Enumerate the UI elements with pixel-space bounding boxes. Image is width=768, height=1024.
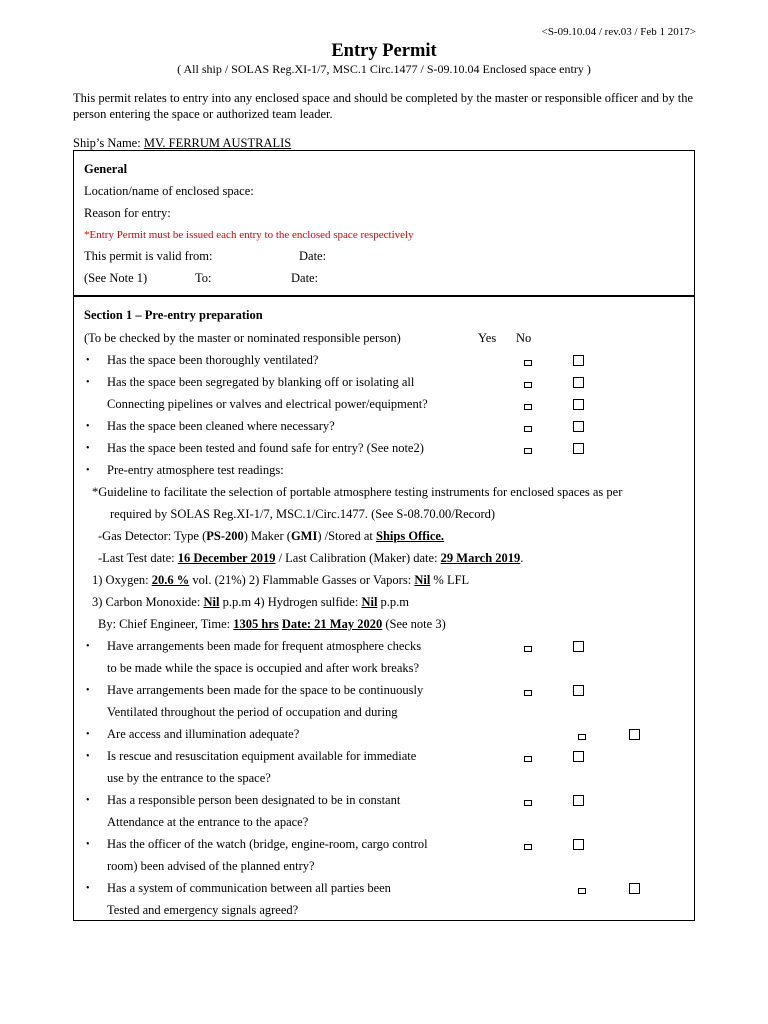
yes-checkbox-rescue[interactable] [524, 756, 532, 762]
question-atmosphere-checks-cont: to be made while the space is occupied and after work breaks? [107, 661, 420, 675]
question-tested: Has the space been tested and found safe for entry? (See note2) [107, 441, 424, 455]
list-bullet: • [86, 751, 90, 762]
reason-field-label[interactable]: Reason for entry: [84, 206, 171, 220]
last-test-date[interactable]: 16 December 2019 [177, 551, 276, 565]
no-checkbox-segregated[interactable] [573, 377, 584, 388]
question-continuous-ventilation-cont: Ventilated throughout the period of occupation and during [107, 705, 398, 719]
list-bullet: • [86, 883, 90, 894]
yes-checkbox-atmosphere-checks[interactable] [524, 646, 532, 652]
no-checkbox-atmosphere-checks[interactable] [573, 641, 584, 652]
carbon-monoxide-reading[interactable]: Nil [203, 595, 220, 609]
no-checkbox-officer-watch[interactable] [573, 839, 584, 850]
question-segregated-cont: Connecting pipelines or valves and electrical power/equipment? [107, 397, 428, 411]
page-title: Entry Permit [331, 41, 437, 61]
question-responsible-person: Has a responsible person been designated to be in constant [107, 793, 401, 807]
test-time[interactable]: 1305 hrs [233, 617, 279, 631]
guideline-line-2: required by SOLAS Reg.XI-1/7, MSC.1/Circ.1477. (See S-08.70.00/Record) [110, 507, 496, 521]
pre-entry-readings-label: Pre-entry atmosphere test readings: [107, 463, 284, 477]
gas-detector-location[interactable]: Ships Office. [376, 529, 445, 543]
no-checkbox-access[interactable] [629, 729, 640, 740]
yes-checkbox-access[interactable] [578, 734, 586, 740]
list-bullet: • [86, 465, 90, 476]
location-field-label[interactable]: Location/name of enclosed space: [84, 184, 254, 198]
question-responsible-person-cont: Attendance at the entrance to the apace? [107, 815, 309, 829]
question-communication: Has a system of communication between all parties been [107, 881, 391, 895]
list-bullet: • [86, 685, 90, 696]
no-checkbox-continuous-ventilation[interactable] [573, 685, 584, 696]
reading-line-1: 1) Oxygen: 20.6 % vol. (21%) 2) Flammable Gasses or Vapors: Nil % LFL [92, 573, 470, 587]
question-officer-watch-cont: room) been advised of the planned entry? [107, 859, 315, 873]
yes-checkbox-segregated[interactable] [524, 382, 532, 388]
no-checkbox-responsible-person[interactable] [573, 795, 584, 806]
question-segregated: Has the space been segregated by blanking off or isolating all [107, 375, 415, 389]
question-cleaned: Has the space been cleaned where necessary? [107, 419, 335, 433]
reading-line-2: 3) Carbon Monoxide: Nil p.p.m 4) Hydrogen sulfide: Nil p.p.m [92, 595, 410, 609]
last-calibration-date[interactable]: 29 March 2019 [440, 551, 521, 565]
no-checkbox-cleaned[interactable] [573, 421, 584, 432]
list-bullet: • [86, 443, 90, 454]
question-ventilated: Has the space been thoroughly ventilated? [107, 353, 319, 367]
list-bullet: • [86, 421, 90, 432]
question-officer-watch: Has the officer of the watch (bridge, engine-room, cargo control [107, 837, 428, 851]
valid-from-date-label[interactable]: Date: [299, 249, 327, 263]
list-bullet: • [86, 729, 90, 740]
question-atmosphere-checks: Have arrangements been made for frequent atmosphere checks [107, 639, 422, 653]
list-bullet: • [86, 839, 90, 850]
list-bullet: • [86, 795, 90, 806]
yes-checkbox-pipelines[interactable] [524, 404, 532, 410]
ship-name-line [73, 136, 291, 151]
guideline-line-1: *Guideline to facilitate the selection of portable atmosphere testing instruments for enclosed spaces as per [92, 485, 623, 499]
valid-to-label[interactable]: To: [195, 271, 212, 285]
question-rescue-equipment: Is rescue and resuscitation equipment available for immediate [107, 749, 417, 763]
yes-checkbox-continuous-ventilation[interactable] [524, 690, 532, 696]
gas-detector-maker[interactable]: GMI [290, 529, 318, 543]
section1-heading: Section 1 – Pre-entry preparation [84, 308, 263, 322]
valid-to-date-label[interactable]: Date: [291, 271, 319, 285]
section1-pre-entry [73, 295, 695, 921]
yes-checkbox-tested[interactable] [524, 448, 532, 454]
section1-instruction: (To be checked by the master or nominated responsible person) [84, 331, 401, 345]
question-rescue-equipment-cont: use by the entrance to the space? [107, 771, 271, 785]
oxygen-reading[interactable]: 20.6 % [151, 573, 190, 587]
no-checkbox-rescue[interactable] [573, 751, 584, 762]
general-section [73, 150, 695, 295]
gas-detector-type[interactable]: PS-200 [206, 529, 244, 543]
no-checkbox-pipelines[interactable] [573, 399, 584, 410]
flammable-reading[interactable]: Nil [414, 573, 431, 587]
question-access-illumination: Are access and illumination adequate? [107, 727, 300, 741]
no-checkbox-communication[interactable] [629, 883, 640, 894]
entry-permit-notice: *Entry Permit must be issued each entry to the enclosed space respectively [84, 229, 414, 241]
question-communication-cont: Tested and emergency signals agreed? [107, 903, 299, 917]
hydrogen-sulfide-reading[interactable]: Nil [361, 595, 378, 609]
yes-checkbox-cleaned[interactable] [524, 426, 532, 432]
yes-column-header: Yes [478, 331, 497, 345]
no-column-header: No [516, 331, 532, 345]
list-bullet: • [86, 377, 90, 388]
general-heading: General [84, 162, 128, 176]
yes-checkbox-communication[interactable] [578, 888, 586, 894]
test-date[interactable]: Date: 21 May 2020 [281, 617, 383, 631]
ship-name-label: Ship’s Name: [73, 136, 144, 150]
note1-label: (See Note 1) [84, 271, 148, 285]
yes-checkbox-responsible-person[interactable] [524, 800, 532, 806]
list-bullet: • [86, 641, 90, 652]
ship-name-value[interactable]: MV. FERRUM AUSTRALIS [143, 136, 292, 150]
page-subtitle: ( All ship / SOLAS Reg.XI-1/7, MSC.1 Circ.1477 / S-09.10.04 Enclosed space entry ) [177, 62, 591, 76]
document-reference: <S-09.10.04 / rev.03 / Feb 1 2017> [541, 26, 696, 38]
no-checkbox-ventilated[interactable] [573, 355, 584, 366]
intro-paragraph: This permit relates to entry into any enclosed space and should be completed by the master or responsible officer and by the person entering the space or authorized team leader. [73, 91, 694, 121]
valid-from-label[interactable]: This permit is valid from: [84, 249, 213, 263]
tested-by-line: By: Chief Engineer, Time: 1305 hrs Date: 21 May 2020 (See note 3) [98, 617, 446, 631]
gas-detector-line: -Gas Detector: Type (PS-200) Maker (GMI) /Stored at Ships Office. [98, 529, 445, 543]
no-checkbox-tested[interactable] [573, 443, 584, 454]
last-test-line: -Last Test date: 16 December 2019 / Last Calibration (Maker) date: 29 March 2019. [98, 551, 524, 565]
question-continuous-ventilation: Have arrangements been made for the space to be continuously [107, 683, 424, 697]
yes-checkbox-officer-watch[interactable] [524, 844, 532, 850]
list-bullet: • [86, 355, 90, 366]
yes-checkbox-ventilated[interactable] [524, 360, 532, 366]
